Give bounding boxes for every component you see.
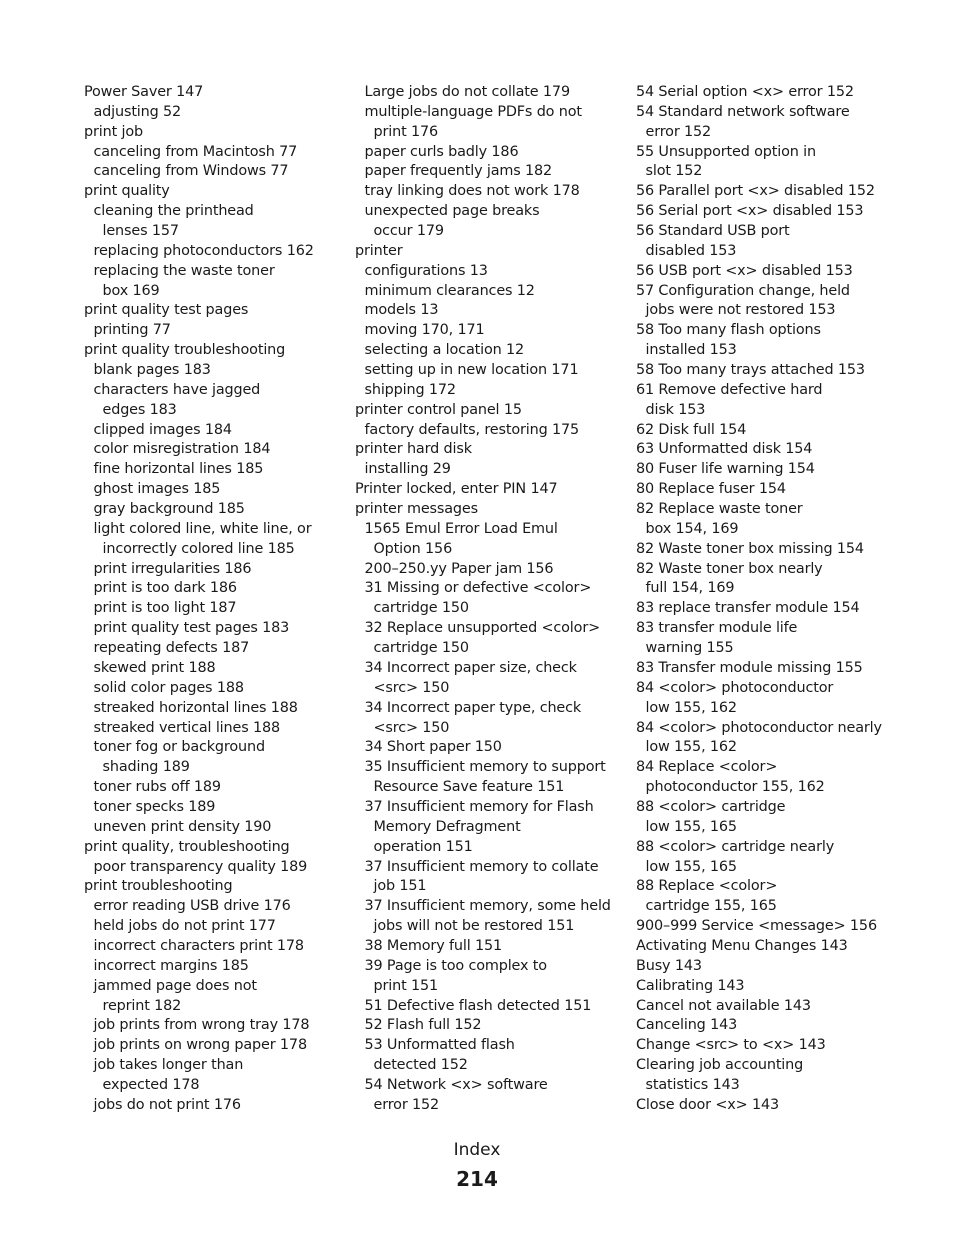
index-entry: 82 Replace waste toner bbox=[636, 501, 803, 518]
index-entry: print quality, troubleshooting bbox=[84, 838, 290, 855]
index-entry: 83 Transfer module missing 155 bbox=[636, 659, 863, 676]
index-subentry: warning 155 bbox=[645, 640, 734, 657]
index-subentry: fine horizontal lines 185 bbox=[93, 461, 264, 478]
index-entry: 58 Too many trays attached 153 bbox=[636, 362, 865, 379]
index-entry: 61 Remove defective hard bbox=[636, 381, 823, 398]
index-subentry: shading 189 bbox=[102, 759, 190, 776]
index-subentry: canceling from Macintosh 77 bbox=[93, 143, 298, 160]
index-subentry: error 152 bbox=[645, 123, 712, 140]
index-subentry: color misregistration 184 bbox=[93, 441, 271, 458]
index-entry: 56 Standard USB port bbox=[636, 223, 790, 240]
index-subentry: print is too dark 186 bbox=[93, 580, 237, 597]
index-entry: printer bbox=[355, 242, 403, 259]
index-entry: 54 Standard network software bbox=[636, 103, 850, 120]
index-subentry: disabled 153 bbox=[645, 242, 737, 259]
index-subentry: replacing photoconductors 162 bbox=[93, 242, 314, 259]
index-subentry: factory defaults, restoring 175 bbox=[364, 421, 579, 438]
index-subentry: 35 Insufficient memory to support bbox=[364, 759, 606, 776]
index-subentry: occur 179 bbox=[373, 223, 444, 240]
index-subentry: toner specks 189 bbox=[93, 798, 216, 815]
index-subentry: 51 Defective flash detected 151 bbox=[364, 997, 592, 1014]
page-number: 214 bbox=[456, 1167, 498, 1191]
index-subentry: repeating defects 187 bbox=[93, 640, 250, 657]
index-subentry: light colored line, white line, or bbox=[93, 520, 312, 537]
index-entry: 57 Configuration change, held bbox=[636, 282, 850, 299]
index-subentry: lenses 157 bbox=[102, 223, 179, 240]
index-entry: 58 Too many flash options bbox=[636, 322, 821, 339]
index-entry: 80 Replace fuser 154 bbox=[636, 481, 786, 498]
index-subentry: job prints from wrong tray 178 bbox=[93, 1017, 310, 1034]
index-subentry: job takes longer than bbox=[93, 1057, 244, 1074]
index-subentry: 34 Incorrect paper size, check bbox=[364, 659, 577, 676]
index-subentry: 31 Missing or defective <color> bbox=[364, 580, 592, 597]
index-subentry: poor transparency quality 189 bbox=[93, 858, 308, 875]
index-subentry: setting up in new location 171 bbox=[364, 362, 579, 379]
index-entry: Change <src> to <x> 143 bbox=[636, 1037, 826, 1054]
index-subentry: full 154, 169 bbox=[645, 580, 735, 597]
index-subentry: cleaning the printhead bbox=[93, 203, 254, 220]
index-subentry: cartridge 155, 165 bbox=[645, 898, 777, 915]
index-entry: 62 Disk full 154 bbox=[636, 421, 747, 438]
index-subentry: Resource Save feature 151 bbox=[373, 779, 565, 796]
index-subentry: clipped images 184 bbox=[93, 421, 232, 438]
index-entry: 84 <color> photoconductor nearly bbox=[636, 719, 882, 736]
index-subentry: low 155, 165 bbox=[645, 858, 737, 875]
index-subentry: installed 153 bbox=[645, 342, 737, 359]
index-subentry: incorrect margins 185 bbox=[93, 957, 249, 974]
index-entry: printer hard disk bbox=[355, 441, 472, 458]
index-subentry: low 155, 162 bbox=[645, 699, 737, 716]
index-subentry: Memory Defragment bbox=[373, 818, 521, 835]
index-subentry: job 151 bbox=[373, 878, 427, 895]
index-entry: 82 Waste toner box nearly bbox=[636, 560, 823, 577]
index-subentry: job prints on wrong paper 178 bbox=[93, 1037, 307, 1054]
index-subentry: low 155, 165 bbox=[645, 818, 737, 835]
index-entry: print quality test pages bbox=[84, 302, 249, 319]
index-subentry: installing 29 bbox=[364, 461, 451, 478]
index-subentry: paper curls badly 186 bbox=[364, 143, 519, 160]
index-subentry: cartridge 150 bbox=[373, 600, 469, 617]
index-subentry: print 176 bbox=[373, 123, 439, 140]
index-subentry: 54 Network <x> software bbox=[364, 1076, 548, 1093]
index-entry: Clearing job accounting bbox=[636, 1057, 804, 1074]
index-subentry: 37 Insufficient memory to collate bbox=[364, 858, 599, 875]
index-subentry: 34 Incorrect paper type, check bbox=[364, 699, 582, 716]
index-subentry: 37 Insufficient memory for Flash bbox=[364, 798, 594, 815]
index-entry: print quality bbox=[84, 183, 170, 200]
index-subentry: toner fog or background bbox=[93, 739, 265, 756]
index-subentry: detected 152 bbox=[373, 1057, 468, 1074]
index-subentry: disk 153 bbox=[645, 401, 706, 418]
index-subentry: jobs will not be restored 151 bbox=[373, 918, 575, 935]
index-entry: print quality troubleshooting bbox=[84, 342, 286, 359]
index-subentry: adjusting 52 bbox=[93, 103, 182, 120]
index-subentry: print irregularities 186 bbox=[93, 560, 252, 577]
index-subentry: jobs do not print 176 bbox=[93, 1096, 241, 1113]
index-subentry: 37 Insufficient memory, some held bbox=[364, 898, 611, 915]
index-subentry: low 155, 162 bbox=[645, 739, 737, 756]
index-subentry: blank pages 183 bbox=[93, 362, 211, 379]
index-entry: 56 Parallel port <x> disabled 152 bbox=[636, 183, 875, 200]
index-subentry: print is too light 187 bbox=[93, 600, 237, 617]
index-entry: 82 Waste toner box missing 154 bbox=[636, 540, 864, 557]
index-subentry: photoconductor 155, 162 bbox=[645, 779, 825, 796]
index-subentry: streaked vertical lines 188 bbox=[93, 719, 280, 736]
index-entry: print troubleshooting bbox=[84, 878, 233, 895]
index-subentry: box 169 bbox=[102, 282, 160, 299]
index-subentry: error 152 bbox=[373, 1096, 440, 1113]
index-subentry: multiple-language PDFs do not bbox=[364, 103, 582, 120]
index-entry: 55 Unsupported option in bbox=[636, 143, 816, 160]
index-entry: 63 Unformatted disk 154 bbox=[636, 441, 813, 458]
index-subentry: 1565 Emul Error Load Emul bbox=[364, 520, 558, 537]
index-subentry: slot 152 bbox=[645, 163, 703, 180]
index-subentry: operation 151 bbox=[373, 838, 473, 855]
index-subentry: toner rubs off 189 bbox=[93, 779, 221, 796]
index-entry: Calibrating 143 bbox=[636, 977, 745, 994]
section-label: Index bbox=[453, 1140, 501, 1160]
index-subentry: 32 Replace unsupported <color> bbox=[364, 620, 600, 637]
index-entry: 56 USB port <x> disabled 153 bbox=[636, 262, 853, 279]
index-subentry: unexpected page breaks bbox=[364, 203, 540, 220]
index-subentry: jobs were not restored 153 bbox=[645, 302, 836, 319]
index-subentry: incorrect characters print 178 bbox=[93, 937, 304, 954]
index-subentry: characters have jagged bbox=[93, 381, 261, 398]
index-subentry: ghost images 185 bbox=[93, 481, 221, 498]
index-entry: Canceling 143 bbox=[636, 1017, 738, 1034]
index-subentry: streaked horizontal lines 188 bbox=[93, 699, 298, 716]
index-subentry: skewed print 188 bbox=[93, 659, 216, 676]
index-entry: print job bbox=[84, 123, 143, 140]
index-subentry: 34 Short paper 150 bbox=[364, 739, 502, 756]
index-subentry: solid color pages 188 bbox=[93, 679, 244, 696]
index-subentry: 38 Memory full 151 bbox=[364, 937, 503, 954]
index-entry: Printer locked, enter PIN 147 bbox=[355, 481, 558, 498]
index-column-2 bbox=[355, 83, 627, 1116]
index-subentry: printing 77 bbox=[93, 322, 171, 339]
index-subentry: <src> 150 bbox=[373, 679, 450, 696]
index-subentry: configurations 13 bbox=[364, 262, 488, 279]
index-subentry: incorrectly colored line 185 bbox=[102, 540, 295, 557]
index-entry: printer control panel 15 bbox=[355, 401, 522, 418]
index-subentry: print quality test pages 183 bbox=[93, 620, 290, 637]
index-entry: 900–999 Service <message> 156 bbox=[636, 918, 877, 935]
index-entry: Cancel not available 143 bbox=[636, 997, 811, 1014]
index-subentry: 39 Page is too complex to bbox=[364, 957, 547, 974]
index-subentry: 53 Unformatted flash bbox=[364, 1037, 515, 1054]
index-subentry: 52 Flash full 152 bbox=[364, 1017, 482, 1034]
index-subentry: Large jobs do not collate 179 bbox=[364, 84, 570, 100]
index-entry: Activating Menu Changes 143 bbox=[636, 937, 848, 954]
index-subentry: shipping 172 bbox=[364, 381, 456, 398]
index-entry: Close door <x> 143 bbox=[636, 1096, 779, 1113]
index-subentry: paper frequently jams 182 bbox=[364, 163, 553, 180]
index-subentry: error reading USB drive 176 bbox=[93, 898, 291, 915]
index-subentry: moving 170, 171 bbox=[364, 322, 485, 339]
index-subentry: canceling from Windows 77 bbox=[93, 163, 289, 180]
index-subentry: uneven print density 190 bbox=[93, 818, 272, 835]
index-subentry: reprint 182 bbox=[102, 997, 182, 1014]
index-entry: 80 Fuser life warning 154 bbox=[636, 461, 815, 478]
index-subentry: gray background 185 bbox=[93, 501, 245, 518]
index-entry: Busy 143 bbox=[636, 957, 702, 974]
index-subentry: jammed page does not bbox=[93, 977, 257, 994]
index-subentry: <src> 150 bbox=[373, 719, 450, 736]
index-entry: Power Saver 147 bbox=[84, 84, 204, 100]
index-entry: 84 <color> photoconductor bbox=[636, 679, 834, 696]
index-subentry: held jobs do not print 177 bbox=[93, 918, 276, 935]
index-column-3 bbox=[636, 83, 936, 1116]
index-entry: 54 Serial option <x> error 152 bbox=[636, 84, 854, 100]
index-subentry: minimum clearances 12 bbox=[364, 282, 535, 299]
index-subentry: replacing the waste toner bbox=[93, 262, 275, 279]
index-entry: 83 replace transfer module 154 bbox=[636, 600, 860, 617]
index-entry: 56 Serial port <x> disabled 153 bbox=[636, 203, 864, 220]
index-entry: 83 transfer module life bbox=[636, 620, 798, 637]
index-entry: 84 Replace <color> bbox=[636, 759, 778, 776]
index-entry: 88 Replace <color> bbox=[636, 878, 778, 895]
index-subentry: edges 183 bbox=[102, 401, 177, 418]
index-subentry: statistics 143 bbox=[645, 1076, 740, 1093]
index-subentry: Option 156 bbox=[373, 540, 453, 557]
index-entry: 88 <color> cartridge nearly bbox=[636, 838, 835, 855]
index-subentry: tray linking does not work 178 bbox=[364, 183, 580, 200]
index-entry: printer messages bbox=[355, 501, 478, 518]
index-subentry: print 151 bbox=[373, 977, 439, 994]
index-subentry: cartridge 150 bbox=[373, 640, 469, 657]
index-subentry: selecting a location 12 bbox=[364, 342, 525, 359]
index-column-1 bbox=[84, 83, 356, 1116]
index-subentry: box 154, 169 bbox=[645, 520, 739, 537]
index-subentry: 200–250.yy Paper jam 156 bbox=[364, 560, 554, 577]
index-subentry: expected 178 bbox=[102, 1076, 200, 1093]
index-entry: 88 <color> cartridge bbox=[636, 798, 786, 815]
index-subentry: models 13 bbox=[364, 302, 439, 319]
